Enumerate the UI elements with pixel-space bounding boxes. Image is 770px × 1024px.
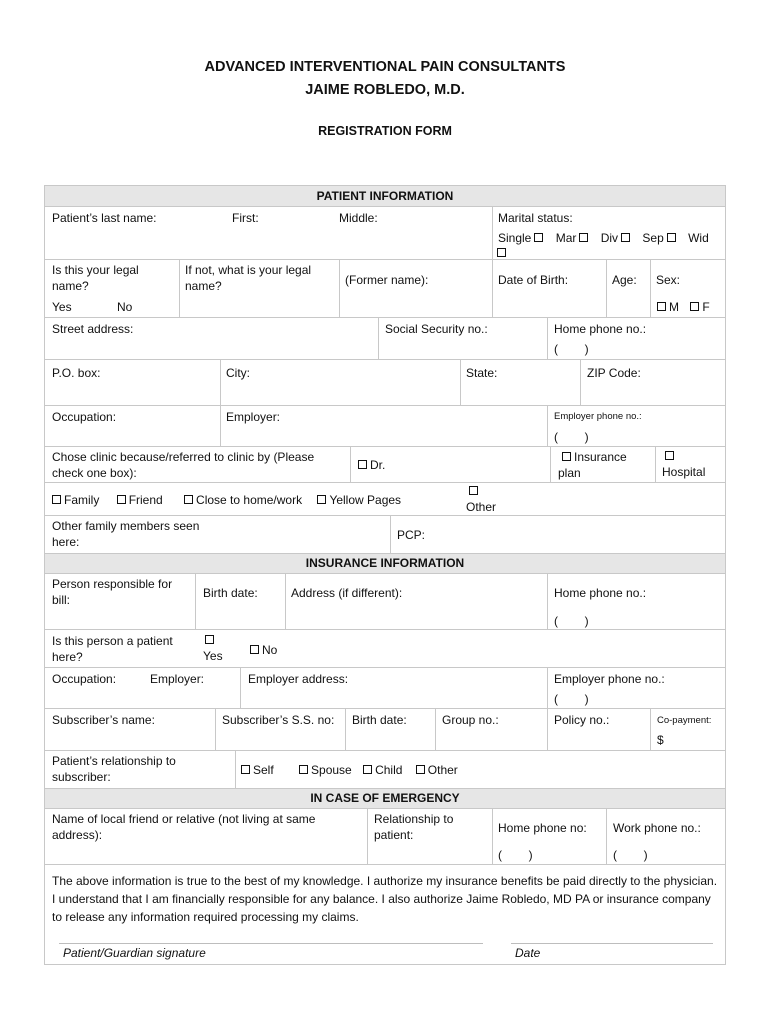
col-divider [435,708,436,750]
marital-options [498,230,709,246]
address-different-label: Address (if different): [291,586,403,600]
col-divider [492,259,493,317]
is-patient-no-option [247,642,277,658]
subscriber-birth-date-label: Birth date: [352,713,407,727]
other-referral-checkbox[interactable] [469,486,478,495]
row-divider [45,359,725,360]
registration-form [44,185,726,965]
col-divider [547,317,548,359]
other-relation-checkbox[interactable] [416,765,425,774]
row-divider [45,808,725,809]
hospital-label: Hospital [662,465,706,479]
separated-label: Sep [642,231,664,245]
home-phone-label: Home phone no.: [554,322,647,336]
insurance-info-header: INSURANCE INFORMATION [45,553,725,573]
responsible-home-phone-label: Home phone no.: [554,586,647,600]
row-divider [45,259,725,260]
relationship-options [238,762,458,778]
col-divider [220,405,221,446]
family-checkbox[interactable] [52,495,61,504]
row-divider [45,573,725,574]
other-relation-label: Other [427,763,458,777]
col-divider [179,259,180,317]
friend-label: Friend [128,493,163,507]
col-divider [220,359,221,405]
relationship-subscriber-label: Patient’s relationship to subscriber: [52,754,176,784]
dr-checkbox[interactable] [358,460,367,469]
col-divider [547,573,548,629]
col-divider [606,259,607,317]
widowed-label: Wid [688,231,709,245]
chose-clinic-label: Chose clinic because/referred to clinic by (Please check one box): [52,450,315,480]
responsible-party-label: Person responsible for bill: [52,577,173,607]
subscriber-ssn-label: Subscriber’s S.S. no: [222,713,335,727]
sex-options [654,299,710,315]
separated-checkbox[interactable] [667,233,676,242]
married-checkbox[interactable] [579,233,588,242]
ins-employer-address-label: Employer address: [248,672,349,686]
yellow-pages-label: Yellow Pages [329,493,402,507]
dr-option [355,457,385,473]
col-divider [367,808,368,864]
emergency-home-phone-paren: ( ) [498,848,533,862]
date-signature-line[interactable] [511,943,713,944]
col-divider [285,573,286,629]
employer-label: Employer: [226,410,281,424]
doctor-name: JAIME ROBLEDO, M.D. [305,82,465,98]
close-home-label: Close to home/work [196,493,303,507]
other-family-label: Other family members seen here: [52,519,200,549]
emergency-contact-label: Name of local friend or relative (not living at same address): [52,812,316,842]
self-label: Self [253,763,274,777]
married-label: Mar [555,231,577,245]
row-divider [45,864,725,865]
single-checkbox[interactable] [534,233,543,242]
is-patient-no-checkbox[interactable] [250,645,259,654]
last-name-label: Patient’s last name: [52,211,157,225]
male-label: M [669,300,679,314]
employer-phone-label: Employer phone no.: [554,411,642,422]
is-patient-yes-label: Yes [203,649,223,663]
col-divider [350,446,351,482]
marital-status-label: Marital status: [498,211,573,225]
col-divider [240,667,241,708]
referral-options [49,492,401,508]
emergency-work-phone-label: Work phone no.: [613,821,701,835]
close-home-checkbox[interactable] [184,495,193,504]
col-divider [345,708,346,750]
pcp-label: PCP: [397,528,426,542]
col-divider [547,405,548,446]
patient-signature-line[interactable] [59,943,483,944]
ssn-label: Social Security no.: [385,322,488,336]
city-label: City: [226,366,250,380]
home-phone-paren: ( ) [554,342,589,356]
emergency-work-phone-paren: ( ) [613,848,648,862]
employer-phone-paren: ( ) [554,430,589,444]
row-divider [45,405,725,406]
row-divider [45,206,725,207]
child-label: Child [375,763,403,777]
divorced-label: Div [600,231,619,245]
is-patient-yes-checkbox[interactable] [205,635,214,644]
col-divider [547,667,548,708]
legal-name-question: Is this your legal name? [52,263,139,293]
col-divider [492,206,493,259]
patient-info-header: PATIENT INFORMATION [45,186,725,206]
friend-checkbox[interactable] [117,495,126,504]
copayment-dollar: $ [657,733,664,747]
org-title: ADVANCED INTERVENTIONAL PAIN CONSULTANTS [204,59,566,75]
col-divider [580,359,581,405]
row-divider [45,750,725,751]
row-divider [45,667,725,668]
col-divider [655,446,656,482]
copayment-label: Co-payment: [657,715,712,726]
col-divider [492,808,493,864]
dr-label: Dr. [370,458,386,472]
self-checkbox[interactable] [241,765,250,774]
row-divider [45,482,725,483]
emergency-header: IN CASE OF EMERGENCY [45,788,725,808]
responsible-birth-date-label: Birth date: [203,586,258,600]
authorization-statement: The above information is true to the best of my knowledge. I authorize my insurance benefits be paid directly to the physician. I understand that I am financially responsible for any balance. I also authorize Jaime Robledo, MD PA or insurance company to release any information required processing my claims. [52,874,718,924]
spouse-checkbox[interactable] [299,765,308,774]
widowed-checkbox[interactable] [497,248,506,257]
first-name-label: First: [232,211,259,225]
family-label: Family [64,493,100,507]
col-divider [606,808,607,864]
col-divider [215,708,216,750]
ins-employer-label: Employer: [150,672,205,686]
row-divider [45,788,725,789]
row-divider [45,446,725,447]
col-divider [378,317,379,359]
state-label: State: [466,366,498,380]
po-box-label: P.O. box: [52,366,101,380]
female-label: F [702,300,710,314]
form-title: REGISTRATION FORM [318,124,452,138]
ins-occupation-label: Occupation: [52,672,117,686]
hospital-checkbox[interactable] [665,451,674,460]
col-divider [460,359,461,405]
row-divider [45,553,725,554]
row-divider [45,515,725,516]
street-address-label: Street address: [52,322,134,336]
date-signature-label: Date [515,946,541,960]
is-patient-no-label: No [262,643,278,657]
legal-name-if-not: If not, what is your legal name? [185,263,312,293]
col-divider [195,573,196,629]
single-label: Single [498,231,532,245]
col-divider [650,708,651,750]
yellow-pages-checkbox[interactable] [317,495,326,504]
spouse-label: Spouse [311,763,352,777]
female-checkbox[interactable] [690,302,699,311]
insurance-plan-label: Insurance plan [558,450,627,480]
former-name-label: (Former name): [345,273,429,287]
col-divider [550,446,551,482]
row-divider [45,708,725,709]
col-divider [547,708,548,750]
emergency-home-phone-label: Home phone no: [498,821,587,835]
ins-employer-phone-label: Employer phone no.: [554,672,665,686]
policy-no-label: Policy no.: [554,713,610,727]
middle-name-label: Middle: [339,211,378,225]
responsible-phone-paren: ( ) [554,614,589,628]
ins-employer-phone-paren: ( ) [554,692,589,706]
row-divider [45,317,725,318]
zip-label: ZIP Code: [587,366,641,380]
subscriber-name-label: Subscriber’s name: [52,713,155,727]
col-divider [650,259,651,317]
col-divider [235,750,236,788]
patient-signature-label: Patient/Guardian signature [63,946,206,960]
other-referral-label: Other [466,500,497,514]
group-no-label: Group no.: [442,713,499,727]
divorced-checkbox[interactable] [621,233,630,242]
row-divider [45,629,725,630]
age-label: Age: [612,273,637,287]
male-checkbox[interactable] [657,302,666,311]
sex-label: Sex: [656,273,681,287]
is-patient-question: Is this person a patient here? [52,634,173,664]
dob-label: Date of Birth: [498,273,569,287]
occupation-label: Occupation: [52,410,117,424]
legal-no-label: No [117,300,133,314]
emergency-relationship-label: Relationship to patient: [374,812,454,842]
child-checkbox[interactable] [363,765,372,774]
col-divider [390,515,391,553]
col-divider [339,259,340,317]
legal-yes-label: Yes [52,300,72,314]
